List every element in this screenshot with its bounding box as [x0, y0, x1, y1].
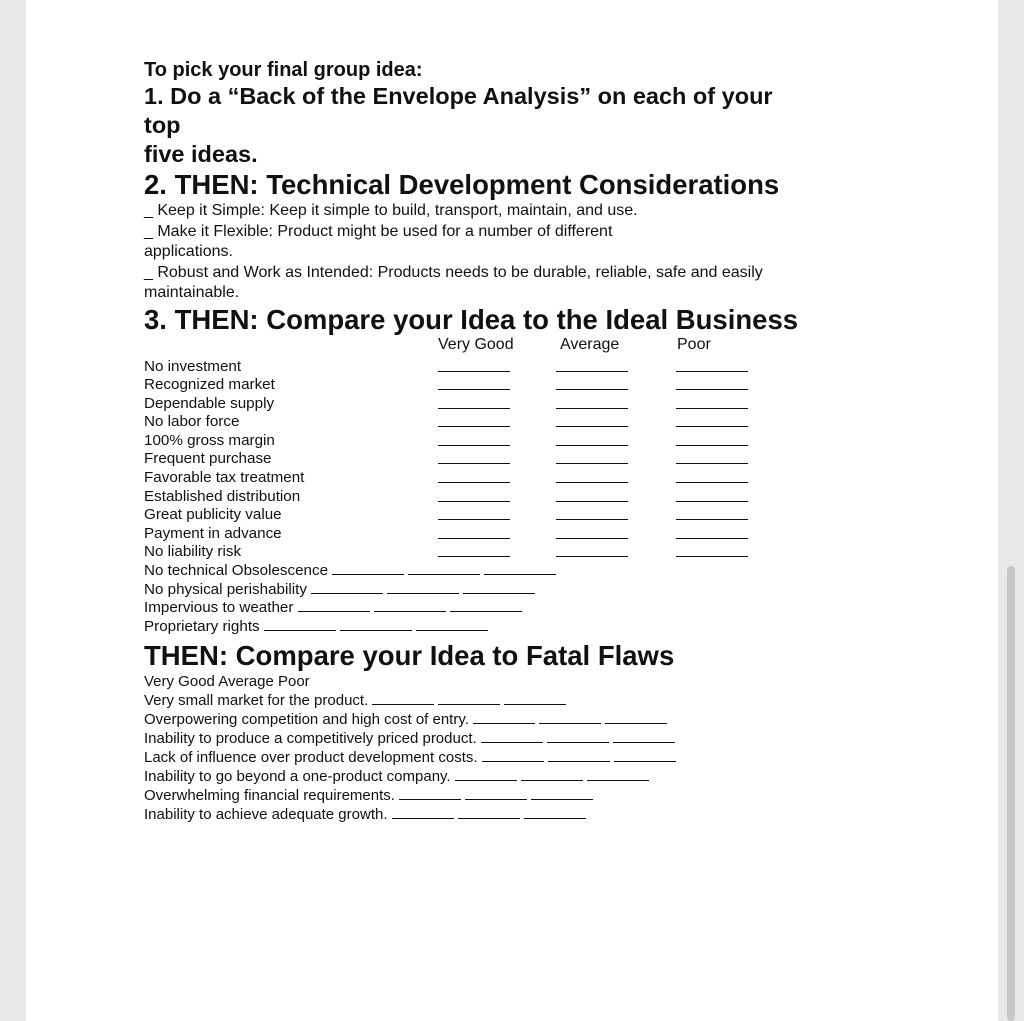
rating-blank[interactable] [524, 806, 586, 819]
rating-blank[interactable] [676, 482, 748, 483]
rating-blank[interactable] [482, 749, 544, 762]
document-content [144, 58, 864, 824]
rating-blank[interactable] [374, 599, 446, 612]
rating-blank[interactable] [676, 371, 748, 372]
rating-blank[interactable] [484, 562, 556, 575]
rating-blank[interactable] [438, 371, 510, 372]
ideal-business-row [144, 450, 864, 469]
rating-blank[interactable] [372, 692, 434, 705]
fatal-flaw-row [144, 767, 864, 786]
rating-blank[interactable] [455, 768, 517, 781]
rating-blank[interactable] [531, 787, 593, 800]
rating-blank[interactable] [676, 501, 748, 502]
fatal-flaws-columns: Very Good Average Poor [144, 673, 310, 691]
rating-blank[interactable] [450, 599, 522, 612]
ideal-business-label: 100% gross margin [144, 431, 275, 449]
ideal-business-inline-list [144, 562, 864, 636]
fatal-flaws-list [144, 691, 864, 824]
ideal-business-label: Established distribution [144, 487, 301, 505]
rating-blank[interactable] [556, 371, 628, 372]
ideal-business-row [144, 543, 864, 562]
rating-blank[interactable] [465, 787, 527, 800]
ideal-business-row [144, 432, 864, 451]
rating-blank[interactable] [392, 806, 454, 819]
fatal-flaw-row [144, 748, 864, 767]
rating-blank[interactable] [539, 711, 601, 724]
rating-blank[interactable] [521, 768, 583, 781]
ideal-business-row [144, 562, 864, 581]
fatal-flaw-row [144, 729, 864, 748]
column-average: Average [560, 335, 620, 353]
rating-blank[interactable] [438, 556, 510, 557]
step1-heading-line1: 1. Do a “Back of the Envelope Analysis” on each of your [144, 83, 773, 109]
rating-blank[interactable] [481, 730, 543, 743]
rating-blank[interactable] [547, 730, 609, 743]
rating-blank[interactable] [548, 749, 610, 762]
consideration-line: _ Robust and Work as Intended: Products needs to be durable, reliable, safe and easily [144, 263, 763, 281]
rating-blank[interactable] [332, 562, 404, 575]
ideal-business-row [144, 618, 864, 637]
rating-blank[interactable] [340, 618, 412, 631]
step1-heading-line2: top [144, 112, 181, 138]
column-poor: Poor [677, 335, 711, 353]
scrollbar[interactable] [1007, 566, 1015, 1021]
rating-blank[interactable] [264, 618, 336, 631]
rating-blank[interactable] [438, 445, 510, 446]
ideal-business-label: Proprietary rights [144, 617, 260, 635]
rating-blank[interactable] [458, 806, 520, 819]
ideal-business-label: Payment in advance [144, 524, 282, 542]
ideal-business-label: No labor force [144, 413, 240, 431]
ideal-business-label: Dependable supply [144, 394, 275, 412]
fatal-flaw-label: Inability to achieve adequate growth. [144, 806, 388, 824]
ideal-business-label: Favorable tax treatment [144, 469, 305, 487]
rating-blank[interactable] [556, 445, 628, 446]
rating-blank[interactable] [438, 408, 510, 409]
rating-blank[interactable] [438, 463, 510, 464]
ideal-business-row [144, 469, 864, 488]
fatal-flaw-label: Inability to produce a competitively priced product. [144, 730, 477, 748]
ideal-business-label: No investment [144, 357, 242, 375]
rating-blank[interactable] [298, 599, 370, 612]
rating-blank[interactable] [605, 711, 667, 724]
ideal-business-label: Great publicity value [144, 506, 282, 524]
fatal-flaw-label: Very small market for the product. [144, 692, 369, 710]
step3-heading: 3. THEN: Compare your Idea to the Ideal Business [144, 303, 799, 335]
column-very-good: Very Good [438, 335, 514, 353]
rating-blank[interactable] [587, 768, 649, 781]
rating-blank[interactable] [556, 501, 628, 502]
ideal-business-row [144, 525, 864, 544]
step1-heading-line3: five ideas. [144, 141, 258, 167]
rating-blank[interactable] [556, 556, 628, 557]
rating-blank[interactable] [399, 787, 461, 800]
fatal-flaw-label: Lack of influence over product development costs. [144, 749, 478, 767]
rating-blank[interactable] [438, 389, 510, 390]
rating-blank[interactable] [556, 519, 628, 520]
rating-blank[interactable] [438, 501, 510, 502]
ideal-business-row [144, 395, 864, 414]
rating-blank[interactable] [463, 581, 535, 594]
ideal-business-row [144, 488, 864, 507]
rating-blank[interactable] [504, 692, 566, 705]
rating-blank[interactable] [438, 538, 510, 539]
consideration-line: maintainable. [144, 284, 240, 301]
rating-blank[interactable] [311, 581, 383, 594]
rating-blank[interactable] [556, 463, 628, 464]
rating-blank[interactable] [556, 408, 628, 409]
fatal-flaw-row [144, 691, 864, 710]
consideration-line: applications. [144, 243, 233, 260]
intro-heading: To pick your final group idea: [144, 59, 423, 81]
rating-blank[interactable] [676, 463, 748, 464]
ideal-business-label: Impervious to weather [144, 599, 294, 617]
fatal-flaw-row [144, 805, 864, 824]
rating-blank[interactable] [676, 408, 748, 409]
fatal-flaw-row [144, 710, 864, 729]
ideal-business-label: Recognized market [144, 376, 275, 394]
rating-blank[interactable] [676, 445, 748, 446]
rating-blank[interactable] [676, 426, 748, 427]
rating-blank[interactable] [676, 556, 748, 557]
rating-blank[interactable] [438, 692, 500, 705]
ideal-business-label: No liability risk [144, 543, 242, 561]
ideal-business-row [144, 413, 864, 432]
rating-blank[interactable] [556, 538, 628, 539]
rating-blank[interactable] [556, 426, 628, 427]
ideal-business-label: No technical Obsolescence [144, 562, 329, 580]
fatal-flaw-row [144, 786, 864, 805]
rating-blank[interactable] [473, 711, 535, 724]
rating-column-headers [144, 336, 864, 358]
consideration-line: _ Keep it Simple: Keep it simple to build, transport, maintain, and use. [144, 202, 638, 219]
ideal-business-list [144, 358, 864, 563]
rating-blank[interactable] [438, 482, 510, 483]
rating-blank[interactable] [438, 426, 510, 427]
ideal-business-row [144, 599, 864, 618]
rating-blank[interactable] [676, 538, 748, 539]
rating-blank[interactable] [614, 749, 676, 762]
rating-blank[interactable] [416, 618, 488, 631]
ideal-business-row [144, 376, 864, 395]
ideal-business-label: No physical perishability [144, 580, 307, 598]
rating-blank[interactable] [613, 730, 675, 743]
rating-blank[interactable] [408, 562, 480, 575]
ideal-business-label: Frequent purchase [144, 450, 272, 468]
fatal-flaw-label: Inability to go beyond a one-product company. [144, 768, 451, 786]
rating-blank[interactable] [438, 519, 510, 520]
ideal-business-row [144, 506, 864, 525]
step2-heading: 2. THEN: Technical Development Considerations [144, 169, 780, 200]
ideal-business-row [144, 581, 864, 600]
ideal-business-row [144, 358, 864, 377]
rating-blank[interactable] [676, 519, 748, 520]
rating-blank[interactable] [556, 482, 628, 483]
rating-blank[interactable] [387, 581, 459, 594]
fatal-flaw-label: Overwhelming financial requirements. [144, 787, 395, 805]
consideration-line: _ Make it Flexible: Product might be used for a number of different [144, 222, 613, 240]
rating-blank[interactable] [676, 389, 748, 390]
fatal-flaws-heading: THEN: Compare your Idea to Fatal Flaws [144, 640, 675, 672]
rating-blank[interactable] [556, 389, 628, 390]
fatal-flaw-label: Overpowering competition and high cost of entry. [144, 711, 469, 729]
